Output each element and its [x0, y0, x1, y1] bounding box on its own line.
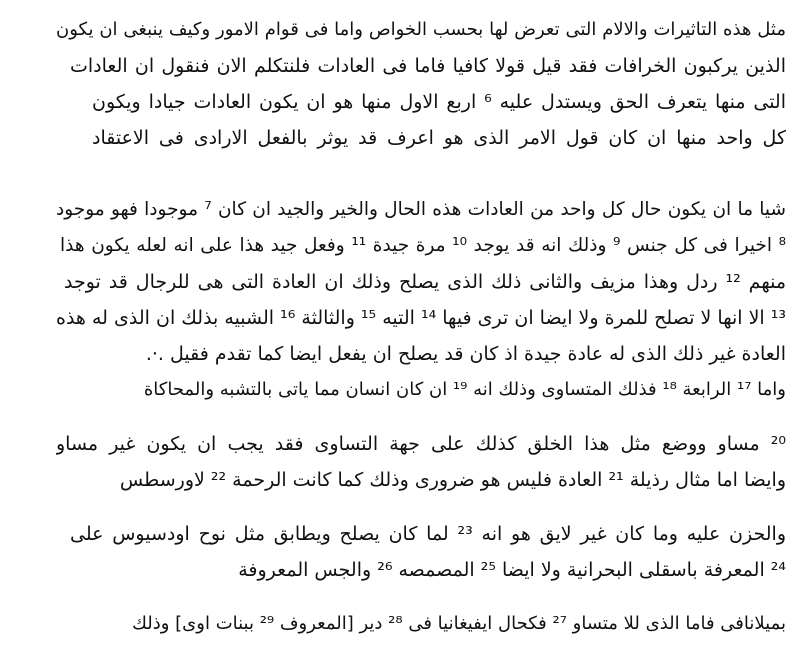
text-line-1: مثل هذه التاثيرات والالام التى تعرض لها بحسب الخواص واما فى قوام الامور وكيف ينبغى ان يكون — [56, 19, 786, 40]
text-line-11: واما ¹⁷ الرابعة ¹⁸ فذلك المتساوى وذلك انه ¹⁹ ان كان انسان مما ياتى بالتشبه والمحاكاة — [143, 379, 786, 400]
text-line-3: التى منها يتعرف الحق ويستدل عليه ⁶ اربع الاول منها هو ان يكون العادات جيادا ويكون — [92, 91, 786, 113]
text-line-15: ²⁴ المعرفة باسقلى البحرانية ولا ايضا ²⁵ المصمصه ²⁶ والجس المعروفة — [238, 559, 786, 581]
text-line-6: شيا ما ان يكون حال كل واحد من العادات هذه الحال والخير والجيد ان كان ⁷ موجودا فهو موجود — [56, 199, 786, 220]
text-line-10: العادة غير ذلك الذى له عادة جيدة اذ كان قد يصلح ان يفعل ايضا كما تقدم فقيل .·. — [145, 343, 786, 365]
text-line-14: والحزن عليه وما كان غير لايق هو انه ²³ لما كان يصلح ويطابق مثل نوح اودسيوس على — [70, 523, 786, 545]
text-line-8: منهم ¹² ردل وهذا مزيف والثانى ذلك الذى يصلح وذلك ان العادة التى هى للرجال قد توجد — [64, 271, 786, 293]
text-line-16: بميلانافى فاما الذى للا متساو ²⁷ فكحال ايفيغانيا فى ²⁸ دير [المعروف ²⁹ ببنات اوى] وذلك — [132, 613, 786, 634]
text-line-9: ¹³ الا انها لا تصلح للمرة ولا ايضا ان ترى فيها ¹⁴ التيه ¹⁵ والثالثة ¹⁶ الشبيه بذلك ان الذى له هذه — [56, 307, 786, 329]
text-line-12: ²⁰ مساو ووضع مثل هذا الخلق كذلك على جهة التساوى فقد يجب ان يكون غير مساو — [56, 433, 786, 455]
text-line-4: كل واحد منها ان كان قول الامر الذى هو اعرف قد يوثر بالفعل الارادى فى الاعتقاد — [92, 127, 786, 149]
text-line-7: ⁸ اخيرا فى كل جنس ⁹ وذلك انه قد يوجد ¹⁰ مرة جيدة ¹¹ وفعل جيد هذا على انه لعله يكون هذا — [60, 235, 786, 256]
text-line-13: وايضا اما مثال رذيلة ²¹ العادة فليس هو ضرورى وذلك كما كانت الرحمة ²² لاورسطس — [119, 469, 786, 491]
text-line-2: الذين يركبون الخرافات فقد قيل قولا كافيا فاما فى العادات فلنتكلم الان فنقول ان العادات — [70, 55, 786, 77]
